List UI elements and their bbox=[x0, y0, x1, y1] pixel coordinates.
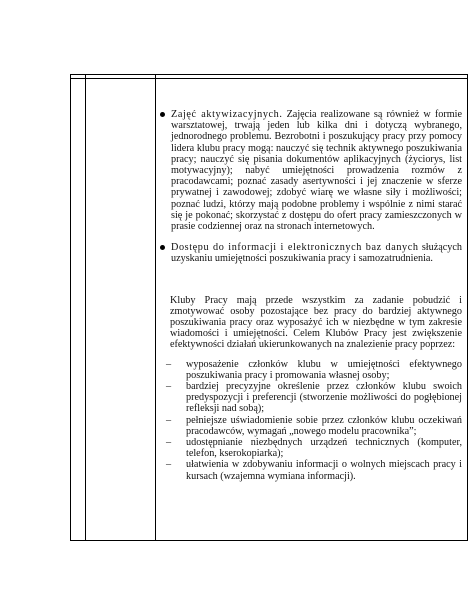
list-item-text: ułatwienia w zdobywaniu informacji o wolnych miejscach pracy i kursach (wzajemna wymiana informacji). bbox=[186, 459, 462, 482]
dash-icon: – bbox=[166, 358, 172, 370]
list-item-text: bardziej precyzyjne określenie przez członków klubu swoich predyspozycji i preferencji (stworzenie możliwości do pogłębionej refleksji nad sobą); bbox=[186, 381, 462, 415]
dash-icon: – bbox=[166, 414, 172, 426]
list-item-text: udostępnianie niezbędnych urządzeń technicznych (komputer, telefon, kserokopiarka); bbox=[186, 437, 462, 460]
table-top-border bbox=[70, 74, 468, 75]
list-item-text: pełniejsze uświadomienie sobie przez członków klubu oczekiwań pracodawców, wymagań „nowego modelu pracownika”; bbox=[186, 414, 462, 437]
list-item bbox=[164, 359, 462, 381]
body-paragraph: Kluby Pracy mają przede wszystkim za zadanie pobudzić i zmotywować osoby pozostające bez pracy do bardziej aktywnego poszukiwania pracy oraz wyposażyć ich w niezbędne w tym zakresie wiadomości i umiejętności. Celem Klubów Pracy jest zwiększenie efektywności działań ukierunkowanych na znalezienie pracy poprzez: bbox=[170, 294, 462, 351]
bullet-item bbox=[160, 109, 462, 232]
bullet-icon bbox=[160, 112, 165, 117]
bullet-title: Dostępu do informacji i elektronicznych baz danych bbox=[171, 242, 419, 254]
list-item bbox=[164, 381, 462, 415]
table-left-border bbox=[70, 74, 71, 541]
table-column-divider-2 bbox=[155, 74, 156, 541]
table-right-border bbox=[467, 74, 468, 541]
dash-icon: – bbox=[166, 437, 172, 449]
bullet-text: służących uzyskaniu umiejętności poszukiwania pracy i samozatrudnienia. bbox=[171, 242, 463, 265]
table-bottom-border bbox=[70, 540, 468, 541]
table-column-divider-1 bbox=[85, 74, 86, 541]
table-top-border-inner bbox=[70, 78, 468, 79]
cell-content bbox=[160, 109, 462, 482]
list-item bbox=[164, 437, 462, 459]
bullet-icon bbox=[160, 245, 165, 250]
dash-icon: – bbox=[166, 459, 172, 471]
bullet-text: Zajęcia realizowane są również w formie warsztatowej, trwają jeden lub kilka dni i dotyczą wybranego, jednorodnego problemu. Bezrobotni i poszukujący pracy przy pomocy lidera klubu pracy mogą: nauczyć się technik aktywnego poszukiwania pracy; nauczyć się pisania dokumentów aplikacyjnych (życiorys, list motywacyjny); nabyć umiejętności prowadzenia rozmów z pracodawcami; poznać zasady asertywności i jej znaczenie w sferze prywatnej i zawodowej; zdobyć wiarę we własne siły i możliwości; poznać ludzi, którzy mają podobne problemy i wspólnie z nimi starać się je pokonać; skorzystać z dostępu do ofert pracy zamieszczonych w prasie codziennej oraz na stronach internetowych. bbox=[171, 109, 462, 233]
list-item bbox=[164, 415, 462, 437]
bullet-item bbox=[160, 242, 462, 264]
bullet-title: Zajęć aktywizacyjnych. bbox=[171, 109, 283, 120]
dash-icon: – bbox=[166, 381, 172, 393]
list-item-text: wyposażenie członków klubu w umiejętności efektywnego poszukiwania pracy i promowania własnej osoby; bbox=[186, 358, 462, 381]
list-item bbox=[164, 459, 462, 481]
